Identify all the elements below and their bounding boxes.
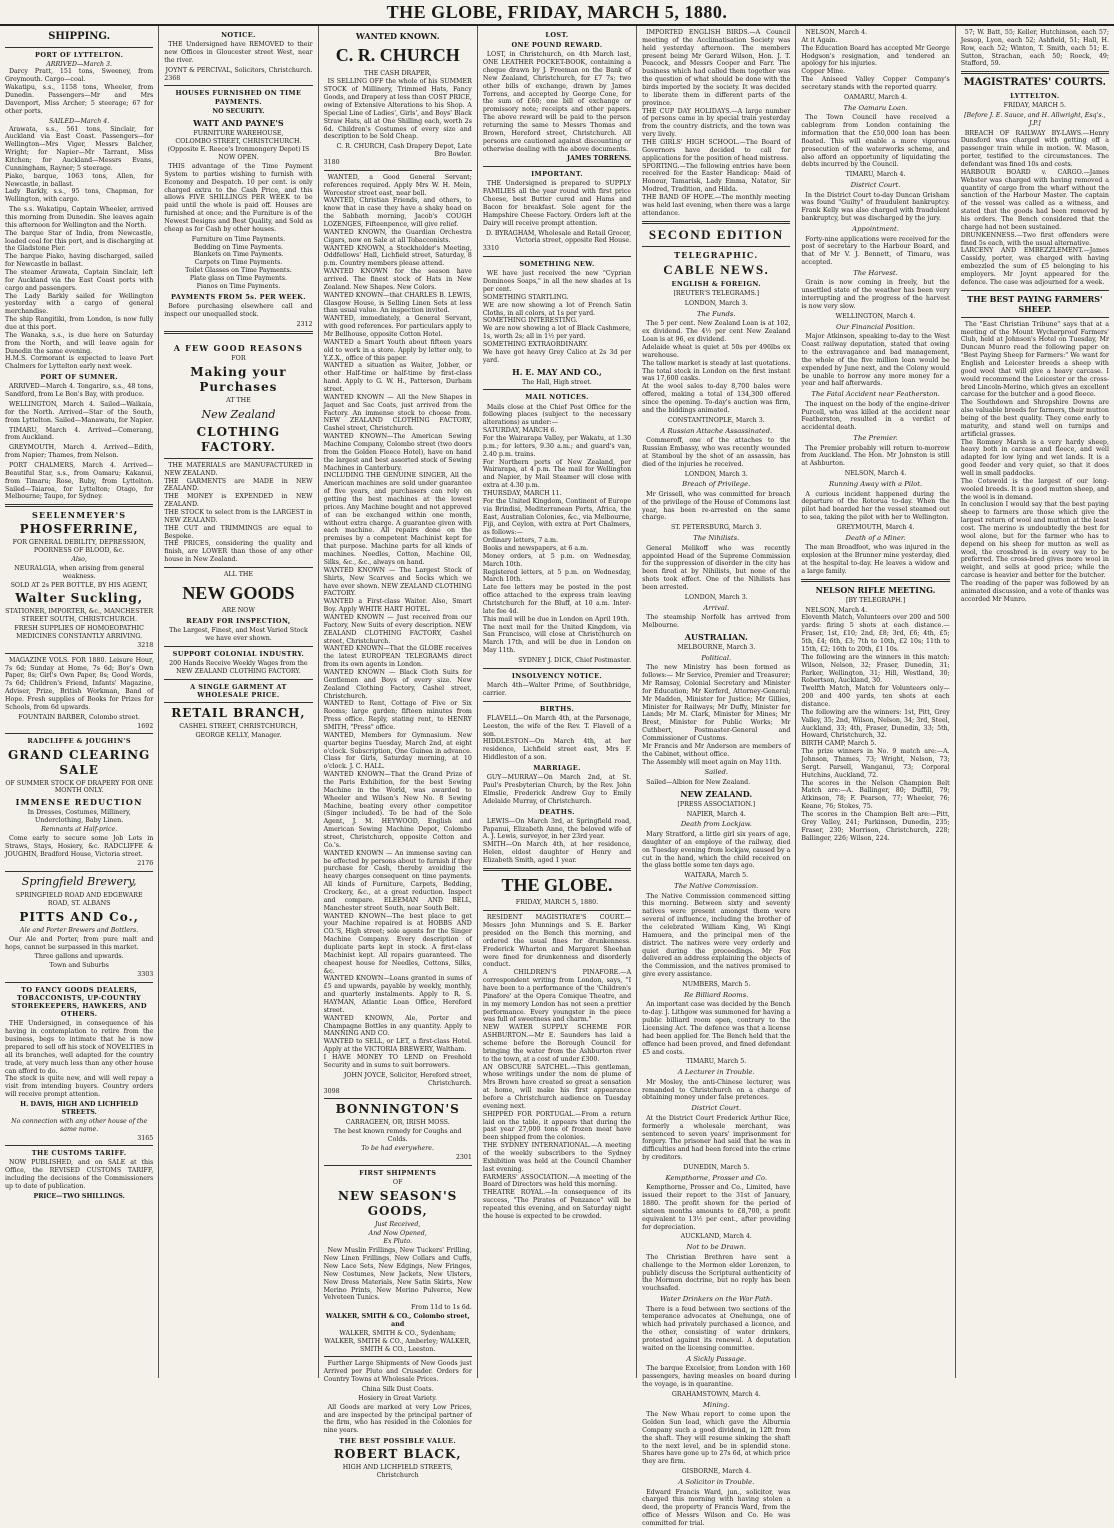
globe-date: FRIDAY, MARCH 5, 1880. — [515, 899, 599, 907]
insolvency-text: March 4th—Walter Prime, of Southbridge, carrier. — [482, 682, 632, 697]
district-court-heading: District Court. — [850, 181, 901, 190]
lyttelton-date: FRIDAY, MARCH 5. — [1003, 101, 1066, 109]
port-chalmers-shipping: PORT CHALMERS, March 4. Arrived—Beautiful Star, s.s., from Oamaru; Kakanui, from Timaru; Rose, Ruby, from Lyttelton. Sailed—Taiaroa, for Lyttelton; Otago, for Melbourne; Taupo, for Sydney. — [5, 462, 154, 501]
lyttelton-heading: LYTTELTON. — [1010, 91, 1060, 100]
melbourne-date: MELBOURNE, March 3. — [677, 643, 756, 651]
lyttelton-text: BREACH OF RAILWAY BY-LAWS.—Henry Dunsford was charged with getting off a passenger train while in motion. W. Mason, porter, testified to the circumstances. The defendant was fined 10s and costs. HARBOUR BOARD v. CARGO.—James Webster was charged with having removed a quantity of cargo from the wharf without the sanction of the Harbour Master. The captain of the vessel was called as a witness, and stated that the goods had been removed by his orders. The Bench considered that the charge had not been sustained. DRUNKENNESS.—Two first offenders were fined 5s each, with the usual alternative. LARCENY AND EMBEZZLEMENT.—James Cassidy, porter, was charged with having embezzled the sum of £5 belonging to his employers. Mr Joynt appeared for the defence. The case was adjourned for a week. — [960, 129, 1109, 286]
retail-heading: RETAIL BRANCH, — [171, 706, 306, 721]
reasons-for: FOR — [231, 355, 246, 363]
pilot-text: A curious incident happened during the departure of the Rotorua to-day. When the pilot had boarded her the vessel steamed out to sea, taking the pilot with her to Wellington. — [801, 490, 950, 522]
appointment-heading: Appointment. — [852, 225, 899, 234]
wanted-ads: WANTED, a Good General Servant; references required. Apply Mrs W. H. Mein, Worcester street east, near bell. WANTED, Christian Friends, and others, to know that in case they have a shaky head on the Sabbath morning, Jacob's COUGH LOZENGES, Fifteenpence, will give relief. WANTED KNOWN, the Guardian Orchestra Cigars, now on Sale at all Tobacconists. WANTED KNOWN, a Stockholder's Meeting, Oddfellows' Hall, Lichfield street, Saturday, 8 p.m. Country members please attend. WANTED KNOWN for the season have arrived. The finest stock of Hats in New Zealand. New Shapes. New Colors. WANTED KNOWN—that CHARLES B. LEWIS, Glasgow House, is Selling Linen Sets at less than usual value. An inspection invited. WANTED, immediately, a General Servant, with good references. For particulars apply to Mr Bellhouse, opposite Cotton Hotel. WANTED a Smart Youth about fifteen years old to work in a store. Apply by letter only, to Y.Z.X., office of this paper. WANTED a situation as Waiter, Jobber, or other Half-time or half-time by first-class hand. Apply to G. W. H., Patterson, Durham street. WANTED KNOWN — All the New Shapes in Jaquet and Sac Coats, just arrived from the Factory. An immense stock to choose from. NEW ZEALAND CLOTHING FACTORY, Cashel street, Christchurch. WANTED KNOWN—The American Sewing Machine Company, Colombo street (two doors from the Golden Fleece Hotel), have on hand the largest and best assorted stock of Sewing Machines in Canterbury. INCLUDING THE GENUINE SINGER, All the American machines are sold under guarantee of five years, and purchasers can rely on getting the best machines at the lowest prices. Any Machine bought and not approved of can be exchanged within one month, without extra charge. A guarantee given with each machine. All repairs done on the premises by a competent Machinist kept for that purpose. Machine parts for all kinds of machines. Needles, Cotton, Machine Oil, Silks, &c., &c., always on hand. WANTED KNOWN — The Largest Stock of Shirts, New Scarves and Socks which we have ever shown. NEW ZEALAND CLOTHING FACTORY. WANTED a First-class Waiter. Also, Smart Boy. Apply WHITE HART HOTEL. WANTED KNOWN — Just received from our Factory, New Suits of every description. NEW ZEALAND CLOTHING FACTORY, Cashel street, Christchurch. WANTED KNOWN—That the GLOBE receives the latest EUROPEAN TELEGRAMS direct from its own agents in London. WANTED KNOWN — Black Cloth Suits for Gentlemen and Boys of every size. New Zealand Clothing Factory, Cashel street, Christchurch. WANTED to Rent, Cottage of Five or Six Rooms; large garden; fifteen minutes from Press office. Reply, stating rent, to HENRY SMITH, "Press" office. WANTED, Members for Gymnasium. New quarter begins Tuesday, March 2nd, at eight o'clock. Subscription, One Guinea in advance. Class for Girls, Saturday morning, at 10 o'clock. J. C. HALL. WANTED KNOWN—That the Grand Prize of the Paris Exhibition, for the best Sewing Machine in the World, was awarded to Wheeler and Wilson's New No. 8 Sewing Machine, beating every other competitor (Singer included). To be had of the Sole Agent, J. M. HEYWOOD, English and American Sewing Machine Depot, Colombo street, Christchurch, opposite Cotton and Co.'s. WANTED KNOWN — An immense saving can be effected by persons about to furnish if they purchase for Cash, thereby avoiding the heavy charges consequent on time payments. All kinds of Furniture, Carpets, Bedding, Crockery, &c., at a great reduction. Inspect and compare. ELEEMAN AND BELL, Manchester street South, near South Belt. WANTED KNOWN—The best place to get your Machine repaired is at HOBBS AND CO.'S, High street; sole agents for the Singer Machine Company. Every description of duplicate parts kept in stock. A first-class Machinist kept. All repairs guaranteed. The cheapest house for Needles, Cottons, Silks, &c. WANTED KNOWN—Loans granted in sums of £5 and upwards, payable by weekly, monthly, and quarterly instalments. Apply to R. S. HAYMAN, Atlantic Loan Office, Hereford street. WANTED KNOWN, Ale, Porter and Champagne Bottles in any quantity. Apply to MANNING AND CO. WANTED to SELL, or LET, a first-class Hotel. Apply at the VICTORIA BREWERY, Waltham. I HAVE MONEY TO LEND on Freehold Security and in sums to suit borrowers. — [323, 173, 472, 1069]
shipping-memo: The s.s. Wakatipu, Captain Wheeler, arrived this morning from Dunedin. She leaves again this afternoon for Wellington and the North. The barque Star of India, from Newcastle, loaded coal for this port, and is discharging at the Gladstone Pier. The barque Piako, having discharged, sailed for Newcastle in ballast. The steamer Arawata, Captain Sinclair, left for Auckland via the East Coast ports with cargo and passengers. The Lady Barkly sailed for Wellington yesterday with a cargo of general merchandise. The ship Rangitiki, from London, is now fully due at this port. The Wanaka, s.s., is due here on Saturday from the North, and will leave again for Dunedin the same evening. H.M.S. Cormorant is expected to leave Port Chalmers for Lyttelton early next week. — [5, 206, 154, 371]
pilot-heading: Running Away with a Pilot. — [828, 480, 923, 489]
district-text: At the District Court Frederick Arthur Rice, formerly a wholesale merchant, was sentenced to seven years' imprisonment for forgery. The prisoner had said that he was in difficulties and had been forced into the crime by creditors. — [642, 1114, 791, 1162]
marriage-text: GUY—MURRAY—On March 2nd, at St. Paul's Presbyterian Church, by the Rev. John Elmslie, Frederick Andrew Guy to Emily Adelaide Murray, of Christchurch. — [482, 774, 632, 805]
timaru2-date: TIMARU, March 4. — [845, 171, 906, 179]
phosferrine-also: Also, — [71, 556, 87, 564]
numbers-date: NUMBERS, March 5. — [682, 981, 751, 989]
ready-sub: The Largest, Finest, and Most Varied Stock we have ever shown. — [169, 627, 308, 643]
mail-heading: MAIL NOTICES. — [525, 393, 589, 402]
cr-church-sub: THE CASH DRAPER, — [364, 69, 432, 77]
column-4 — [478, 26, 637, 1378]
of-label: OF — [392, 1178, 403, 1186]
are-now: ARE NOW — [221, 607, 255, 615]
springfield-sub: SPRINGFIELD ROAD AND EDGEWARE ROAD, ST. ALBANS — [15, 892, 143, 907]
reasons-heading: A FEW GOOD REASONS — [173, 343, 304, 354]
china-silk: China Silk Dust Coats. — [361, 1385, 434, 1393]
kempthorne-text: Kempthorne, Prosser and Co., Limited, have issued their report to the 31st of January, 1880. The profit shown for the period of sixteen months amounts to £8,700, a profit equivalent to 13½ per cent., after providing for depreciation. — [642, 1184, 791, 1231]
column-3 — [319, 26, 478, 1480]
pitts-text: Our Ale and Porter, from pure malt and hops, cannot be surpassed in this market. — [5, 935, 154, 951]
financial-text: Major Atkinson, speaking to-day to the West Coast railway deputation, stated that owing to the extravagance and bad management, the whole of the five million loan would be expended by June next, and the Colony would be unable to borrow any more money for a year and half afterwards. — [801, 333, 950, 388]
bonnington-heading: BONNINGTON'S — [335, 1102, 460, 1117]
col7-top-text: 57; W. Batt, 55; Keller, Hutchinson, each 57; Jessop, Lyon, each 52; Ashfield, 51; Hall, H. Row, each 52; Winton, T. Smith, each 51; E. Sutton, Strachan, each 50; Roeck, 49; Stafford, 59. — [960, 29, 1109, 68]
robert-address: HIGH AND LICHFIELD STREETS, Christchurch — [342, 1464, 453, 1480]
pitts-number: 3303 — [137, 971, 154, 979]
column-6 — [796, 26, 955, 1378]
funds-heading: The Funds. — [696, 309, 736, 318]
torrens-sign: JAMES TORRENS. — [567, 155, 632, 163]
grand-sale-sub: OF SUMMER STOCK OF DRAPERY FOR ONE MONTH ONLY. — [5, 779, 153, 795]
timaru-shipping: TIMARU, March 4. Arrived—Comerang, from Auckland. — [5, 426, 154, 442]
shipping-heading: SHIPPING. — [48, 31, 111, 42]
further-shipments: Further Large Shipments of New Goods just Arrived per Pluto and Crusader. Orders for Country Towns at Wholesale Prices. — [323, 1360, 472, 1384]
immense-sub: In Dresses, Costumes, Millinery, Underclothing, Baby Linen. — [27, 809, 131, 825]
financial-heading: Our Financial Position. — [836, 322, 916, 331]
seelenmeyer-heading: SEELENMEYER'S — [32, 510, 127, 521]
water-heading: Water Drinkers on the War Path. — [660, 1295, 773, 1304]
joyce-number: 3098 — [323, 1087, 340, 1095]
retail-address: CASHEL STREET, CHRISTCHURCH, — [179, 723, 298, 731]
no-security: NO SECURITY. — [212, 107, 265, 115]
phosferrine-sub: FOR GENERAL DEBILITY, DEPRESSION, POORNESS OF BLOOD, &c. — [12, 539, 146, 555]
grand-sale-heading: GRAND CLEARING SALE — [7, 747, 151, 777]
sumner-text: ARRIVED—March 4. Tongariro, s.s., 48 tons, Sandford, from Le Bon's Bay, with produce. — [5, 383, 154, 399]
australian-heading: AUSTRALIAN. — [684, 631, 748, 642]
radcliffe-sign: Come early to secure some Job Lots in Straws, Stays, Hosiery, &c. RADCLIFFE & JOUGHIN, Bradford House, Victoria street. — [5, 834, 154, 858]
napier-date: NAPIER, March 4. — [686, 810, 746, 818]
important-heading: IMPORTANT. — [531, 170, 583, 179]
tobacco-heading: TO FANCY GOODS DEALERS, TOBACCONISTS, UP-COUNTRY STOREKEEPERS, HAWKERS, AND OTHERS. — [11, 985, 147, 1019]
pitts-sub: Ale and Porter Brewers and Bottlers. — [20, 926, 139, 934]
first-shipments: FIRST SHIPMENTS — [359, 1168, 437, 1177]
reuter-label: [REUTER'S TELEGRAMS.] — [673, 290, 760, 298]
customs-heading: THE CUSTOMS TARIFF. — [31, 1149, 127, 1158]
water-text: There is a feud between two sections of the temperance advocates at Onehunga, one of which had privately purchased a licence, and the other, consisting of water drinkers, protested against its renewal. A deputation waited on the licensing committee. — [642, 1305, 791, 1352]
drawn-text: The Christian Brethren have sent a challenge to the Mormon elder Lorenzen, to publicly discuss the Scriptural authenticity of the Mormon doctrine, but no reply has been vouchsafed. — [642, 1253, 791, 1293]
native-heading: The Native Commission. — [674, 882, 759, 891]
pitts-gallons: Three gallons and upwards. — [34, 953, 124, 961]
ready-heading: READY FOR INSPECTION, — [186, 617, 291, 626]
something-new: SOMETHING NEW. — [519, 260, 595, 269]
premier-heading: The Premier. — [853, 434, 898, 443]
arrivals-text: Darcy Pratt, 151 tons, Sweeney, from Greymouth. Cargo—coal. Wakatipu, s.s., 1158 tons, Wheeler, from Dunedin. Passengers—Mr and Mrs Davenport, Miss Archer; 5 steerage; 67 for other ports. — [5, 68, 154, 115]
political-heading: Political. — [701, 653, 732, 662]
timaru-date: TIMARU, March 5. — [686, 1058, 747, 1066]
press-association: [PRESS ASSOCIATION.] — [677, 800, 756, 808]
fountain-text: FOUNTAIN BARBER, Colombo street. — [18, 713, 140, 721]
retail-manager: GEORGE KELLY, Manager. — [195, 732, 282, 740]
fatal-heading: The Fatal Accident near Featherston. — [811, 390, 940, 399]
billiard-text: An important case was decided by the Bench to-day. J. Lithgow was summoned for having a public billiard room open, contrary to the Licensing Act. The defence was that a license had been applied for. The Bench held that the offence had been proved, and fined defendant £5 and costs. — [642, 1001, 791, 1056]
fountain-number: 1692 — [137, 722, 154, 730]
support-text: 200 Hands Receive Weekly Wages from the NEW ZEALAND CLOTHING FACTORY. — [169, 660, 308, 676]
walker-smith-1: WALKER, SMITH & CO., Colombo street, and — [325, 1313, 470, 1328]
oamaru-date: OAMARU, March 4. — [844, 93, 908, 101]
important-text: THE Undersigned is prepared to SUPPLY FAMILIES all the year round with first price Cheese, best Butter cured and Hams and Bacon for breakfast. Sole agent for the Hampshire Cheese Factory. Orders left at the Dairy will receive prompt attention. — [482, 180, 632, 227]
watt-terms: PAYMENTS FROM 5s. PER WEEK. — [170, 292, 306, 301]
arrived-label: ARRIVED—March 3. — [46, 60, 113, 68]
auckland-date: AUCKLAND, March 4. — [680, 1233, 752, 1241]
mining-heading: Mining. — [702, 1400, 730, 1409]
magazine-text: MAGAZINE VOLS. FOR 1880. Leisure Hour, 7s 6d; Sunday at Home, 7s 6d; Boy's Own Paper, 8s; Girl's Own Paper, 8s; Good Words, 7s 6d; Children's Friend, Infants' Magazine, Adviser, Prize, British Workman, Band of Hope. Fresh supplies of Books for Prizes for Schools, from 6d upwards. — [5, 656, 154, 711]
grahamstown-date: GRAHAMSTOWN, March 4. — [671, 1390, 761, 1398]
remnants-text: Remnants at Half-price. — [41, 826, 118, 834]
robert-black: ROBERT BLACK, — [333, 1447, 462, 1462]
english-foreign: ENGLISH & FOREIGN. — [671, 280, 762, 289]
russian-heading: A Russian Attache Assassinated. — [660, 426, 773, 435]
springfield-heading: Springfield Brewery, — [21, 875, 137, 889]
lost-heading: LOST. — [545, 31, 569, 39]
lockjaw-text: Mary Stratford, a little girl six years of age, daughter of an employe of the railway, died on Tuesday evening from lockjaw, caused by a cut in the hand, which the child received on the glass bottle some ten days ago. — [642, 830, 791, 870]
telegraphic-heading: TELEGRAPHIC. — [674, 249, 759, 260]
lyttelton-bench: [Before J. E. Sauce, and H. Allwright, Esq's., J.P.] — [964, 111, 1106, 127]
notice-number: 2368 — [164, 74, 181, 82]
london-date-1: LONDON, March 3. — [684, 300, 748, 308]
oamaru-loan-heading: The Oamaru Loan. — [843, 103, 908, 112]
reasons-nz: New Zealand — [201, 408, 276, 422]
pitts-town: Town and Suburbs — [49, 962, 109, 970]
political-text: The new Ministry has been formed as follows:— Mr Service, Premier and Treasurer; Mr Ramsay, Colonial Secretary and Minister for Education; Mr Kerferd, Attorney-General; Mr Madden, Minister for Justice; Mr Gillies, Minister for Railways; Mr Duffy, Minister for Lands; Mr M. Clark, Minister for Mines; Mr Brest, Minister for Public Works; Mr Cuthbert, Postmaster-General and Commissioner of Customs. Mr Francis and Mr Anderson are members of the Cabinet, without office. The Assembly will meet again on May 11th. — [642, 664, 791, 766]
port-heading: PORT OF LYTTELTON. — [35, 50, 124, 59]
columns — [0, 26, 1114, 1527]
greymouth-date: GREYMOUTH, March 4. — [836, 523, 915, 531]
tobacco-note: No connection with any other house of the same name. — [11, 1117, 148, 1133]
reasons-making: Making your Purchases — [190, 365, 287, 395]
privilege-heading: Breach of Privilege. — [682, 480, 751, 489]
miner-heading: Death of a Miner. — [845, 533, 906, 542]
just-received: Just Received, — [375, 1220, 421, 1228]
reasons-text: THE MATERIALS are MANUFACTURED in NEW ZEALAND. THE GARMENTS are MADE in NEW ZEALAND. THE MONEY is EXPENDED in NEW ZEALAND. THE STOCK to select from is the LARGEST in NEW ZEALAND. THE CUT and TRIMMINGS are equal to Bespoke. THE PRICES, considering the quality and finish, are LOWER than those of any other house in New Zealand. — [164, 461, 313, 564]
ex-pluto: Ex Pluto. — [383, 1238, 413, 1246]
wanted-heading: WANTED KNOWN. — [355, 31, 440, 41]
masthead-title: THE GLOBE, FRIDAY, MARCH 5, 1880. — [386, 1, 728, 22]
reasons-factory: CLOTHING FACTORY. — [196, 424, 281, 454]
kempthorne-heading: Kempthorne, Prosser and Co. — [665, 1173, 767, 1182]
masthead — [0, 0, 1114, 26]
lost-text: LOST, in Christchurch, on 4th March last, ONE LEATHER POCKET-BOOK, containing a cheque drawn by J. Freeman on the Bank of New Zealand, Christchurch, for £7 7s; two other bills of exchange, drawn by James Torrens, and accepted by George Cone, for the sum of £60; one bill of exchange or promissory note; receipts and other papers. The above reward will be paid to the person returning the same to Messrs Thomas and Brown, Hereford street, Christchurch. All persons are cautioned against discounting or otherwise dealing with the above documents. — [482, 51, 632, 153]
radcliffe-number: 2176 — [137, 860, 154, 868]
insolvency-heading: INSOLVENCY NOTICE. — [511, 671, 603, 680]
deaths-heading: DEATHS. — [539, 807, 575, 816]
watt-foot: Before purchasing elsewhere call and inspect our unequalled stock. — [164, 302, 313, 318]
solicitor-heading: A Solicitor in Trouble. — [678, 1478, 755, 1487]
radcliffe-heading: RADCLIFFE & JOUGHIN'S — [27, 737, 131, 746]
col5-top-text: IMPORTED ENGLISH BIRDS.—A Council meeting of the Acclimatisation Society was held yesterday afternoon. The members present being Mr Gerard Wilson, Hon. J. T. Peacock, and Messrs Cooper and Farr. The business which had called them together was the question of what should be done with the birds imported by the society. It was decided to liberate them in different parts of the province. THE CUP DAY HOLIDAYS.—A large number of persons came in by special train yesterday from the country districts, and the town was very lively. THE GIRLS' HIGH SCHOOL.—The Board of Governors have decided to call for applications for the position of head mistress. SPORTING.—The following entries have been received for the Easter Handicap: Maid of Honour, Tamarisk, Lady Emma, Natator, Sir Modred, Tradition, and Hilda. THE BAND OF HOPE.—The monthly meeting was held last evening, when there was a large attendance. — [642, 29, 791, 217]
notice-text: THE Undersigned have REMOVED to their new Offices in Gloucester street West, near the river. — [164, 41, 313, 64]
watt-address: COLOMBO STREET, CHRISTCHURCH. (Opposite E. Reece's Ironmongery Depot) IS NOW OPEN. — [167, 138, 310, 162]
tobacco-text: THE Undersigned, in consequence of his having in contemplation to retire from the business, begs to intimate that he is now prepared to sell off his stock of NOVELTIES in all its branches, well adapted for the country trade, at very much less than any other house can afford to do. The stock is quite new, and will well repay a visit from intending buyers. Country orders will receive prompt attention. — [5, 1020, 154, 1099]
sailed-text-2: Sailed—Albion for New Zealand. — [646, 778, 751, 786]
watt-heading: WATT AND PAYNE'S — [193, 117, 284, 128]
cable-news-heading: CABLE NEWS. — [663, 261, 770, 277]
customs-text: NOW PUBLISHED, and on SALE at this Office, the REVISED CUSTOMS TARIFF, including the decisions of the Commissioners up to date of publication. — [5, 1159, 154, 1191]
goods-from: From 11d to 1s 6d. — [411, 1304, 472, 1312]
suckling-heading: Walter Suckling, — [15, 591, 144, 606]
joyce-sign: JOHN JOYCE, Solicitor, Hereford street, Christchurch. — [343, 1071, 472, 1087]
lecturer-text: Mr Mosley, the anti-Chinese lecturer, was remanded to Christchurch on a charge of obtaining money under false pretences. — [642, 1078, 791, 1102]
sickly-heading: A Sickly Passage. — [686, 1354, 747, 1363]
bonnington-sub: CARRAGEEN, OR, IRISH MOSS. — [345, 1119, 450, 1127]
harvest-text: Grain is now coming in freely, but the unsettled state of the weather has been very interrupting and the progress of the harvest is now very slow. — [801, 279, 950, 310]
new-goods-heading: NEW GOODS — [182, 582, 295, 603]
reward-heading: ONE POUND REWARD. — [511, 41, 603, 50]
all-goods: All Goods are marked at very Low Prices, and are inspected by the principal partner of the firm, who has resided in the Colonies for nine years. — [323, 1403, 472, 1435]
best-value: THE BEST POSSIBLE VALUE. — [339, 1437, 457, 1446]
sumner-heading: PORT OF SUMNER. — [40, 373, 118, 382]
immense-reduction: IMMENSE REDUCTION — [15, 797, 143, 808]
best-paying-heading: THE BEST PAYING FARMERS' SHEEP. — [967, 293, 1103, 314]
magistrates-heading: MAGISTRATES' COURTS. — [963, 77, 1107, 89]
wellington-shipping: WELLINGTON, March 4. Sailed—Waikaia, for the North. Arrived—Star of the South, from Lyttelton. Sailed—Manawatu, for Napier. — [5, 400, 154, 424]
byragham-number: 3310 — [482, 245, 499, 253]
greymouth-shipping: GREYMOUTH, March 4. Arrived—Edith, from Napier; Thames, from Nelson. — [5, 444, 154, 460]
mining-text: The New Whau report to come upon the Golden Sun lead, which gave the Alburnia Company such a good dividend, in 12ft from the shaft. They will resume sinking the shaft to the next level, and be in splendid stone. Shares have gone up to 27s 6d, at which price they are firm. — [642, 1411, 791, 1466]
column-1 — [0, 26, 159, 1378]
nz-heading: NEW ZEALAND. — [680, 788, 753, 799]
something-text: WE have just received the new "Cyprian Dominoes Soaps," in all the new shades at 1s per cent. SOMETHING STARTLING. WE are now showing a lot of French Satin Cloths, in all colors, at 1s per yard. SOMETHING INTERESTING. We are now showing a lot of Black Cashmere, 1s, worth 2s; all in 1½ per yard. SOMETHING EXTRAORDINARY. We have got heavy Grey Calico at 2s 3d per yard. — [482, 270, 632, 364]
col6-top-text: NELSON, March 4. At it Again. The Education Board has accepted Mr George Hodgson's resignation, and tendered an apology for his injuries. Copper Mine. The Aniseed Valley Copper Company's secretary stands with the reported quarry. — [801, 29, 950, 92]
tobacco-number: 3165 — [137, 1134, 154, 1142]
support-heading: SUPPORT COLONIAL INDUSTRY. — [172, 650, 305, 659]
deaths-text: LEWIS—On March 3rd, at Springfield road, Papanui, Elizabeth Anne, the beloved wife of A. J. Lewis, surveyor, in her 23rd year. SMITH—On March 4th, at her residence, Helen, eldest daughter of Henry and Elizabeth Smith, aged 1 year. — [482, 817, 632, 865]
billiard-heading: Re Billiard Rooms. — [684, 990, 749, 999]
notice-sign: JOYNT & PERCIVAL, Solicitors, Christchurch. — [165, 66, 313, 74]
appointment-text: Forty-nine applications were received for the post of secretary to the Harbour Board, and that of Mr V. J. Bennett, of Timaru, was accepted. — [801, 235, 950, 267]
london-date-2: LONDON, March 3. — [684, 470, 748, 478]
drawn-heading: Not to be Drawn. — [686, 1243, 747, 1252]
column-7 — [956, 26, 1114, 1378]
nelson-date: NELSON, March 4. — [844, 470, 907, 478]
sailed-label: SAILED—March 4. — [49, 117, 110, 125]
globe-text: RESIDENT MAGISTRATE'S COURT.—Messrs John Munnings and S. E. Barker presided on the Bench this morning, and ordered the usual fines for drunkenness. Frederick Wharton and Margaret Sheehan were fined for drunkenness and disorderly conduct. A CHILDREN'S PINAFORE.—A correspondent writing from London, says, "I have been to a performance of the 'Children's Pinafore' at the Opera Comique Theatre, and in my memory London has not seen a prettier performance. Every youngster in the piece was full of sweetness and charm." NEW WATER SUPPLY SCHEME FOR ASHBURTON.—Mr E. Saunders has laid a scheme before the Borough Council for bringing the water from the Ashburton river to the town, at a cost of under £300. AN OBSCURE SATCHEL.—This gentleman, whose writings under the nom de plume of Mrs Brown have created so great a sensation at home, will make his first appearance before a Christchurch audience on Tuesday evening next. SHIPPED FOR PORTUGAL.—From a return laid on the table, it appears that during the past year 27,000 tons of frozen meat have been shipped from the colonies. THE SYDNEY INTERNATIONAL.—A meeting of the weekly subscribers to the Sydney Exhibition was held at the Council Chamber last evening. FARMERS' ASSOCIATION.—A meeting of the Board of Directors was held this morning. THEATRE ROYAL.—In consequence of its success, "The Pirates of Penzance" will be repeated this evening, and on Saturday night the house is expected to be crowded. — [482, 914, 632, 1220]
phosferrine-heading: PHOSFERRINE, — [19, 522, 139, 537]
walker-smith-2: WALKER, SMITH & CO., Sydenham; WALKER, SMITH & CO., Amberley; WALKER, SMITH & CO., Leeston. — [324, 1329, 472, 1353]
tobacco-sign: H. DAVIS, HIGH AND LICHFIELD STREETS. — [20, 1101, 139, 1116]
cr-church-sign: C. R. CHURCH, Cash Drapery Depot, Late Bro Bowler. — [336, 143, 472, 159]
constantinople-date: CONSTANTINOPLE, March 3. — [667, 416, 765, 424]
district-court-text: In the District Court to-day Duncan Grisham was found "Guilty" of fraudulent bankruptcy. Frank Kelly was also charged with fraudulent bankruptcy, but was discharged by the jury. — [801, 191, 950, 223]
dick-sign: SYDNEY J. DICK, Chief Postmaster. — [518, 657, 632, 665]
nihilists-text: General Melikoff who was recently appointed Head of the Supreme Commission for the suppression of disorder in the city has been fired at by Nihilists, but none of the shots took effect. One of the Nihilists has been arrested. — [642, 544, 791, 591]
births-heading: BIRTHS. — [539, 704, 575, 713]
bonnington-number: 2301 — [455, 1153, 472, 1161]
column-5 — [637, 26, 796, 1527]
may-address: The Hall, High street. — [522, 378, 592, 386]
notice-heading: NOTICE. — [221, 31, 256, 39]
district-heading: District Court. — [691, 1104, 742, 1113]
native-text: The Native Commission commenced sitting this morning. Between sixty and seventy natives were present amongst them were several of influence, including the brother of the celebrated William King, Wi Kingi Hamuera, and the principal men of the district. The natives were very orderly and quiet during the proceedings. Mr Fox delivered an address explaining the objects of the Commission, and the natives promised to give every assistance. — [642, 892, 791, 979]
reasons-at: AT THE — [226, 397, 251, 405]
fatal-text: The inquest on the body of the engine-driver Purcell, who was killed at the accident near Featherston, resulted in a verdict of accidental death. — [801, 400, 950, 432]
all-the: ALL THE — [223, 571, 254, 579]
goods-list: New Muslin Frillings, New Tuckers' Frilling, New Linen Frillings, New Collars and Cuffs, New Lace Sets, New Edgings, New Fringes, New Costumes, New Jackets, New Ulsters, New Dress Materials, New Satin Skirts, New Merino Prints, New Merino Pulverce, New Velveteen Tunics. — [323, 1247, 472, 1302]
homeopathic-number: 3218 — [137, 641, 154, 649]
harvest-heading: The Harvest. — [853, 268, 898, 277]
cr-church-number: 3180 — [323, 158, 340, 166]
bonnington-foot: To be had everywhere. — [361, 1144, 434, 1152]
and-now-opened: And Now Opened, — [368, 1229, 427, 1237]
privilege-text: Mr Grissell, who was committed for breach of the privilege of the House of Commons last year, has been re-arrested on the same charge. — [642, 490, 791, 522]
the-globe-heading: THE GLOBE. — [501, 874, 613, 895]
petersburg-date: ST. PETERSBURG, March 3. — [670, 524, 762, 532]
phosferrine-price: SOLD AT 2s PER BOTTLE, BY HIS AGENT, — [10, 581, 148, 589]
premier-text: The Premier probably will return to-morrow from Auckland. The Hon. Mr Johnston is still at Ashburton. — [801, 444, 950, 468]
watt-list: Furniture on Time Payments. Bedding on Time Payments. Blankets on Time Payments. Carpets on Time Payments. Toilet Glasses on Time Payments. Plate glass on Time Payments. Pianos on Time Payments. — [185, 235, 292, 290]
houses-heading: HOUSES FURNISHED ON TIME PAYMENTS. — [175, 89, 302, 106]
arrival-text: The steamship Norfolk has arrived from Melbourne. — [642, 614, 791, 630]
suckling-sub: STATIONER, IMPORTER, &c., MANCHESTER STREET SOUTH, CHRISTCHURCH. — [5, 608, 154, 624]
homeopathic-text: FRESH SUPPLIES OF HOMOEOPATHIC MEDICINES CONSTANTLY ARRIVING. — [14, 625, 144, 641]
solicitor-text: Edward Francis Ward, jun., solicitor, was charged this morning with having stolen a deed, the property of Francis Ward, from the office of Messrs Wilson and Co. He was committed for trial. — [642, 1488, 791, 1527]
may-heading: H. E. MAY AND CO., — [512, 366, 602, 377]
cr-church-heading: C. R. CHURCH — [335, 45, 460, 65]
sailed-heading: Sailed. — [704, 768, 729, 777]
rifle-text: NELSON, March 4. Eleventh Match, Volunteers over 200 and 500 yards: firing 5 shots at each distance.—Fraser, 1st, £10; 2nd, £8; 3rd, £6; 4th, £5; 5th, £4; 6th, £3; 7th to 10th, £2 10s; 11th to 15th, £2; 16th to 20th, £1 10s. The following are the winners in this match: Wilson, Nelson, 32; Fraser, Dunedin, 31; Parker, Wellington, 31; Hill, Westland, 30; Robertson, Auckland, 30. Twelfth Match, Match for Volunteers only—200 and 400 yards, ten shots at each distance. The following are the winners: 1st, Pitt, Grey Valley, 35; 2nd, Wilson, Nelson, 34; 3rd, Steel, Auckland, 33; 4th, Fraser, Dunedin, 33; 5th, Howard, Christchurch, 32. BIRTH CAMP, March 5. The prize winners in No. 9 match are:—A. Johnson, Thames, 73; Wright, Nelson, 73; Sergt. Parsell, Wanganui, 73; Corporal Hutchins, Auckland, 72. The scores in the Nelson Champion Belt Match are:—A. Ballinger, 80; Duffill, 79; Atkinson, 78; F. Pearson, 77; Wheeler, 76; Keane, 76; Stokes, 75. The scores in the Champion Belt are:—Pitt, Grey Valley, 241; Parkinson, Dunedin, 235; Fraser, 230; Morrison, Christchurch, 228; Ballinger, 226; Wilson, 224. — [801, 606, 950, 842]
pitts-heading: PITTS AND Co., — [19, 909, 139, 924]
cr-church-text: IS SELLING OFF the whole of his SUMMER STOCK of Millinery, Trimmed Hats, Fancy Goods, and Drapery at less than COST PRICE, owing of Extensive Alterations to his Shop. A Special Line of Ladies', Girls', and Boys' Black Straw Hats, all at One Shilling each, worth 2s 6d. Children's Costumes of every size and description to be Sold Cheap. — [323, 78, 472, 141]
customs-price: PRICE—TWO SHILLINGS. — [33, 1192, 125, 1200]
births-text: FLAVELL—On March 4th, at the Parsonage, Leeston, the wife of the Rev. T. Flavell of a son. HIDDLESTON—On March 4th, at her residence, Lichfield street east, Mrs F. Hiddleston of a son. — [482, 714, 632, 762]
watt-sub: FURNITURE WAREHOUSE, — [193, 129, 284, 137]
mail-text: Mails close at the Chief Post Office for the following places (subject to the necessary alterations) as under:— SATURDAY, MARCH 6. For the Wairarapa Valley, per Wakatu, at 1.30 p.m.; for letters, 9.30 a.m.; and guard's van, 2.40 p.m. trains. For Northern ports of New Zealand, per Wairarapa, at 4 p.m. The mail for Wellington and Napier, by Mail Steamer will close with extra at 4.30 p.m. THURSDAY, MARCH 11. For the United Kingdom, Continent of Europe via Brindisi, Mediterranean Ports, Africa, the East, Australian Colonies, &c., via Melbourne, Fiji, and Ceylon, with extra at Port Chalmers, as follows:— Ordinary letters, 7 a.m. Books and newspapers, at 6 a.m. Money orders, at 5 p.m. on Wednesday, March 10th. Registered letters, at 5 p.m. on Wednesday, March 10th. Late fee letters may be posted in the post office attached to the express train leaving Christchurch for the Bluff, at 10 a.m. Inter-late fee 4d. This mail will be due in London on April 19th. The next mail for the United Kingdom, via San Francisco, will close at Christchurch on March 17th, and will be due in London on May 11th. — [482, 403, 632, 655]
lecturer-heading: A Lecturer in Trouble. — [677, 1068, 755, 1077]
waitara-date: WAITARA, March 5. — [684, 872, 749, 880]
watt-text: THIS advantage of the Time Payment System to parties wishing to furnish with Economy and Despatch. 10 per cent. is only charged extra to the Cash Price, and this allows FIVE SHILLINGS PER WEEK to be paid until the whole is paid off. Houses are furnished at once; and the Furniture is of the Newest Designs and Best Quality, and Sold as cheap as for Cash by other houses. — [164, 162, 313, 233]
new-season-heading: NEW SEASON'S GOODS, — [338, 1188, 458, 1218]
marriage-heading: MARRIAGE. — [533, 764, 581, 773]
lockjaw-heading: Death from Lockjaw. — [680, 820, 752, 829]
sickly-text: The barque Excelsior, from London with 160 passengers, having measles on board during the voyage, is in quarantine. — [642, 1365, 791, 1388]
russian-text: Commeroff, one of the attaches to the Russian Embassy, who was recently wounded at Stamboul by the shot of an assassin, has died of the injuries he received. — [642, 437, 791, 468]
arrival-heading: Arrival. — [703, 603, 730, 612]
miner-text: The man Broadfoot, who was injured in the explosion at the Brunner mine yesterday, died at the hospital to-day. He leaves a widow and a large family. — [801, 544, 950, 575]
nihilists-heading: The Nihilists. — [693, 534, 740, 543]
gisborne-date: GISBORNE, March 4. — [681, 1468, 751, 1476]
watt-number: 2312 — [296, 320, 313, 328]
wholesale-text: A SINGLE GARMENT AT WHOLESALE PRICE. — [190, 682, 287, 700]
column-2 — [159, 26, 318, 1378]
london-date-3: LONDON, March 3. — [684, 593, 748, 601]
dunedin-date: DUNEDIN, March 5. — [683, 1163, 750, 1171]
sailed-text: Arawata, s.s., 561 tons, Sinclair, for Auckland via East Coast. Passengers—for Wellington—Mrs Viger, Messrs Balcher, Wright; for Napier—Mr Tarrant, Miss Kitchen; for Auckland—Messrs Evans, Cunningham, Rayner; 5 steerage. Piako, barque, 1063 tons, Allen, for Newcastle, in ballast. Lady Barkly, s.s., 95 tons, Chapman, for Wellington, with cargo. — [5, 125, 154, 204]
oamaru-text: The Town Council have received a cablegram from London containing the information that the £50,000 loan has been floated. This will enable a more vigorous prosecution of the waterworks scheme, and also afford an opportunity of liquidating the debts incurred by the Council. — [801, 114, 950, 169]
hosiery: Hosiery in Great Variety. — [358, 1394, 438, 1402]
byragham-sign: D. BYRAGHAM, Wholesale and Retail Grocer, Victoria street, opposite Red House. — [486, 229, 632, 245]
second-edition: SECOND EDITION — [648, 226, 784, 242]
best-paying-text: The "East Christian Tribune" says that at a meeting of the Mount Wycherproof Farmers' Club, held at Johnson's Hotel on Tuesday, Mr Duncan Munro read the following paper on "Best Paying Sheep for Farmers:" We want for English and Leicester breeds a sheep with good wool that will give a heavy carcase. I would recommend the Leicester or the cross-bred Lincoln-Merino, which gives an excellent carcase for the butcher and a good fleece. The Southdown and Shropshire Downs are also valuable breeds for farmers, their mutton being of the best quality. They come early to maturity, and stand well on turnips and artificial grasses. The Romney Marsh is a very hardy sheep, heavy both in carcase and fleece, and well adapted for low lying and wet lands. It is a good feeder and very quiet, so that it does well in small paddocks. The Cotswold is the largest of our long-wooled breeds. It is a good mutton sheep, and the wool is in demand. In conclusion I would say that the best paying sheep to farmers are those which give the largest return of wool and mutton at the least cost. The merino is undoubtedly the best for wool alone, but for the farmer who has to depend on his sheep for mutton as well as wool, the crossbred is in every way to be preferred. The cross-bred gives more wool in weight, and sells at good price; while the carcase is heavier and better for the butcher. The reading of the paper was followed by an animated discussion, and a vote of thanks was accorded Mr Munro. — [960, 320, 1109, 603]
bonnington-text: The best known remedy for Coughs and Colds. — [333, 1128, 462, 1144]
wellington-date: WELLINGTON, March 4. — [835, 312, 916, 320]
rifle-heading: NELSON RIFLE MEETING. — [815, 584, 936, 595]
rifle-sub: [BY TELEGRAPH.] — [845, 596, 906, 604]
phosferrine-neuralgia: NEURALGIA, when arising from general weakness. — [14, 564, 144, 580]
funds-text: The 5 per cent. New Zealand Loan is at 102, ex dividend. The 4½ per cent New Zealand Loan is at 96, ex dividend. Adelaide wheat is quiet at 50s per 496lbs ex warehouse. The tallow market is steady at last quotations. The total stock in London on the first instant was 17,600 casks. At the wool sales to-day 8,700 bales were offered, making a total of 134,300 offered since the opening. To-day's auction was firm, and the biddings animated. — [642, 320, 791, 414]
